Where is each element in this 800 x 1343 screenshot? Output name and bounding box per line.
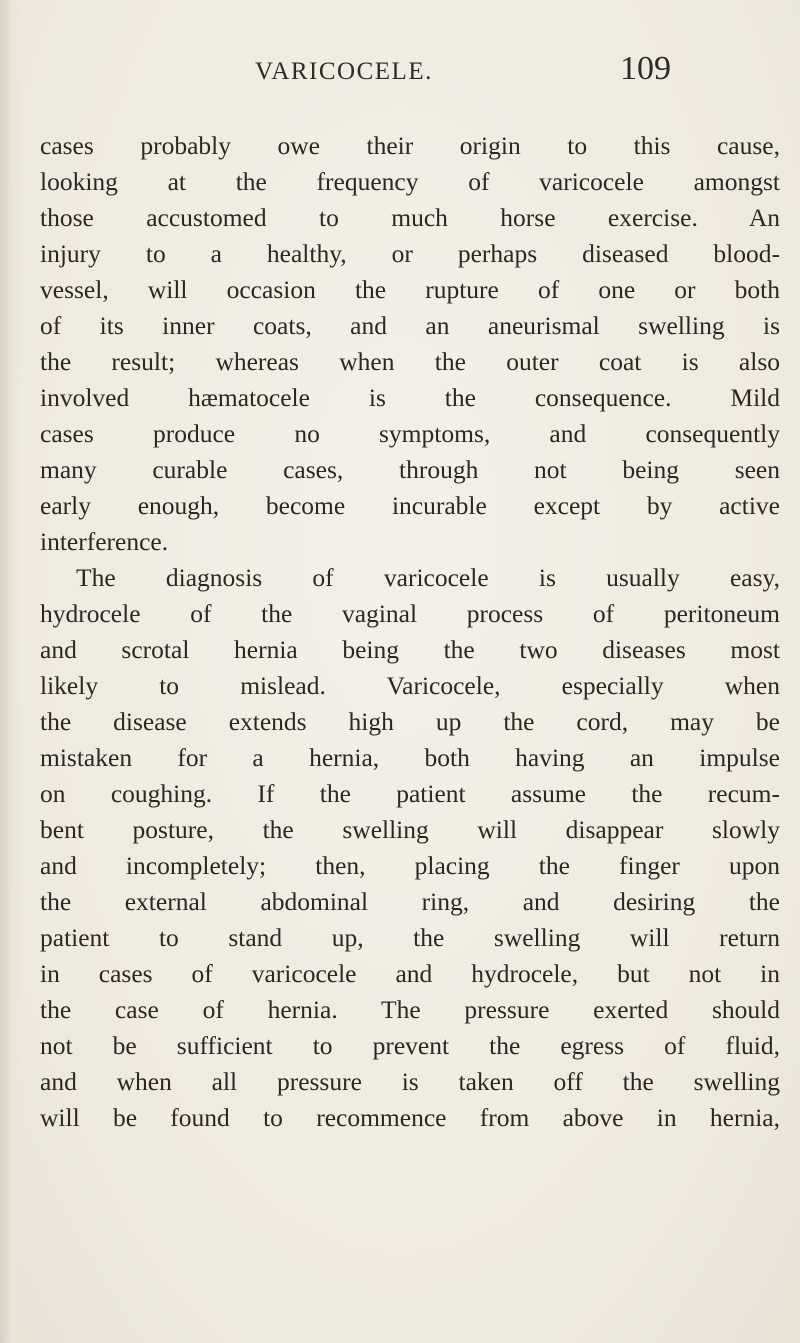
text-line: involved hæmatocele is the consequence. Mild	[40, 383, 780, 412]
text-line: patient to stand up, the swelling will return	[40, 923, 780, 952]
text-line: likely to mislead. Varicocele, especially when	[40, 671, 780, 700]
text-line: and scrotal hernia being the two diseases most	[40, 635, 780, 664]
text-line: vessel, will occasion the rupture of one or both	[40, 275, 780, 304]
text-line: early enough, become incurable except by active	[40, 491, 780, 520]
text-line-paragraph-start: The diagnosis of varicocele is usually easy,	[76, 563, 780, 592]
body-text	[40, 128, 780, 1136]
text-line: of its inner coats, and an aneurismal swelling is	[40, 311, 780, 340]
text-line: mistaken for a hernia, both having an impulse	[40, 743, 780, 772]
text-line: many curable cases, through not being seen	[40, 455, 780, 484]
text-line: on coughing. If the patient assume the recum-	[40, 779, 780, 808]
text-line: cases probably owe their origin to this cause,	[40, 131, 780, 160]
text-line: cases produce no symptoms, and consequently	[40, 419, 780, 448]
text-line: and incompletely; then, placing the finger upon	[40, 851, 780, 880]
text-line: hydrocele of the vaginal process of peritoneum	[40, 599, 780, 628]
page-gutter-shadow	[0, 0, 22, 1343]
text-line: the disease extends high up the cord, may be	[40, 707, 780, 736]
text-line: those accustomed to much horse exercise. An	[40, 203, 780, 232]
page-number: 109	[620, 50, 671, 87]
text-line: the result; whereas when the outer coat is also	[40, 347, 780, 376]
text-line: will be found to recommence from above in hernia,	[40, 1103, 780, 1132]
text-line: looking at the frequency of varicocele amongst	[40, 167, 780, 196]
running-head	[0, 50, 800, 100]
text-line: not be sufficient to prevent the egress of fluid,	[40, 1031, 780, 1060]
text-line: and when all pressure is taken off the swelling	[40, 1067, 780, 1096]
text-line: the case of hernia. The pressure exerted should	[40, 995, 780, 1024]
text-line: the external abdominal ring, and desiring the	[40, 887, 780, 916]
text-line: bent posture, the swelling will disappear slowly	[40, 815, 780, 844]
text-line: interference.	[40, 527, 169, 556]
running-head-title: VARICOCELE.	[255, 58, 433, 85]
text-line: injury to a healthy, or perhaps diseased blood-	[40, 239, 780, 268]
text-line: in cases of varicocele and hydrocele, but not in	[40, 959, 780, 988]
